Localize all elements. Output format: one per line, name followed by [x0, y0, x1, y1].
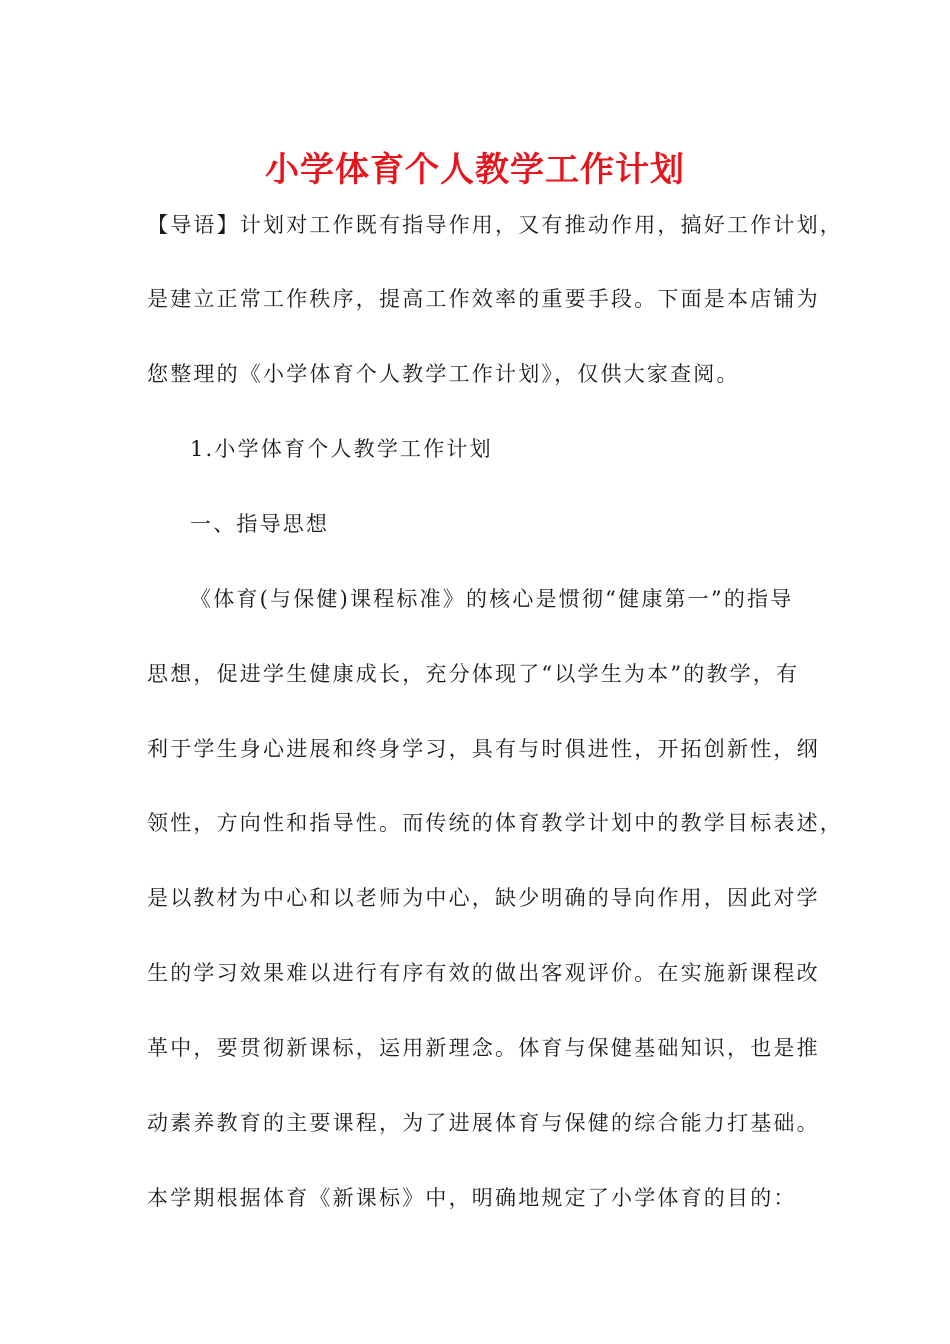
paragraph-line: 领性，方向性和指导性。而传统的体育教学计划中的教学目标表述，	[147, 811, 843, 835]
paragraph-line: 生的学习效果难以进行有序有效的做出客观评价。在实施新课程改	[147, 961, 820, 985]
paragraph-line: 是以教材为中心和以老师为中心，缺少明确的导向作用，因此对学	[147, 886, 820, 910]
section-heading-1: 1.小学体育个人教学工作计划	[190, 437, 493, 461]
document-title: 小学体育个人教学工作计划	[265, 150, 685, 190]
paragraph-line: 思想，促进学生健康成长，充分体现了“以学生为本”的教学，有	[147, 662, 800, 686]
paragraph-line: 动素养教育的主要课程，为了进展体育与保健的综合能力打基础。	[147, 1111, 820, 1135]
paragraph-line: 本学期根据体育《新课标》中，明确地规定了小学体育的目的：	[147, 1186, 797, 1210]
paragraph-line: 革中，要贯彻新课标，运用新理念。体育与保健基础知识，也是推	[147, 1036, 820, 1060]
intro-line-1: 【导语】计划对工作既有指导作用，又有推动作用，搞好工作计划，	[147, 213, 843, 237]
intro-line-3: 您整理的《小学体育个人教学工作计划》，仅供大家查阅。	[147, 362, 740, 386]
paragraph-line: 《体育(与保健)课程标准》的核心是惯彻“健康第一”的指导	[190, 587, 794, 611]
paragraph-line: 利于学生身心进展和终身学习，具有与时俱进性，开拓创新性，纲	[147, 737, 820, 761]
intro-line-2: 是建立正常工作秩序，提高工作效率的重要手段。下面是本店铺为	[147, 287, 820, 311]
subsection-heading: 一、指导思想	[190, 512, 330, 536]
